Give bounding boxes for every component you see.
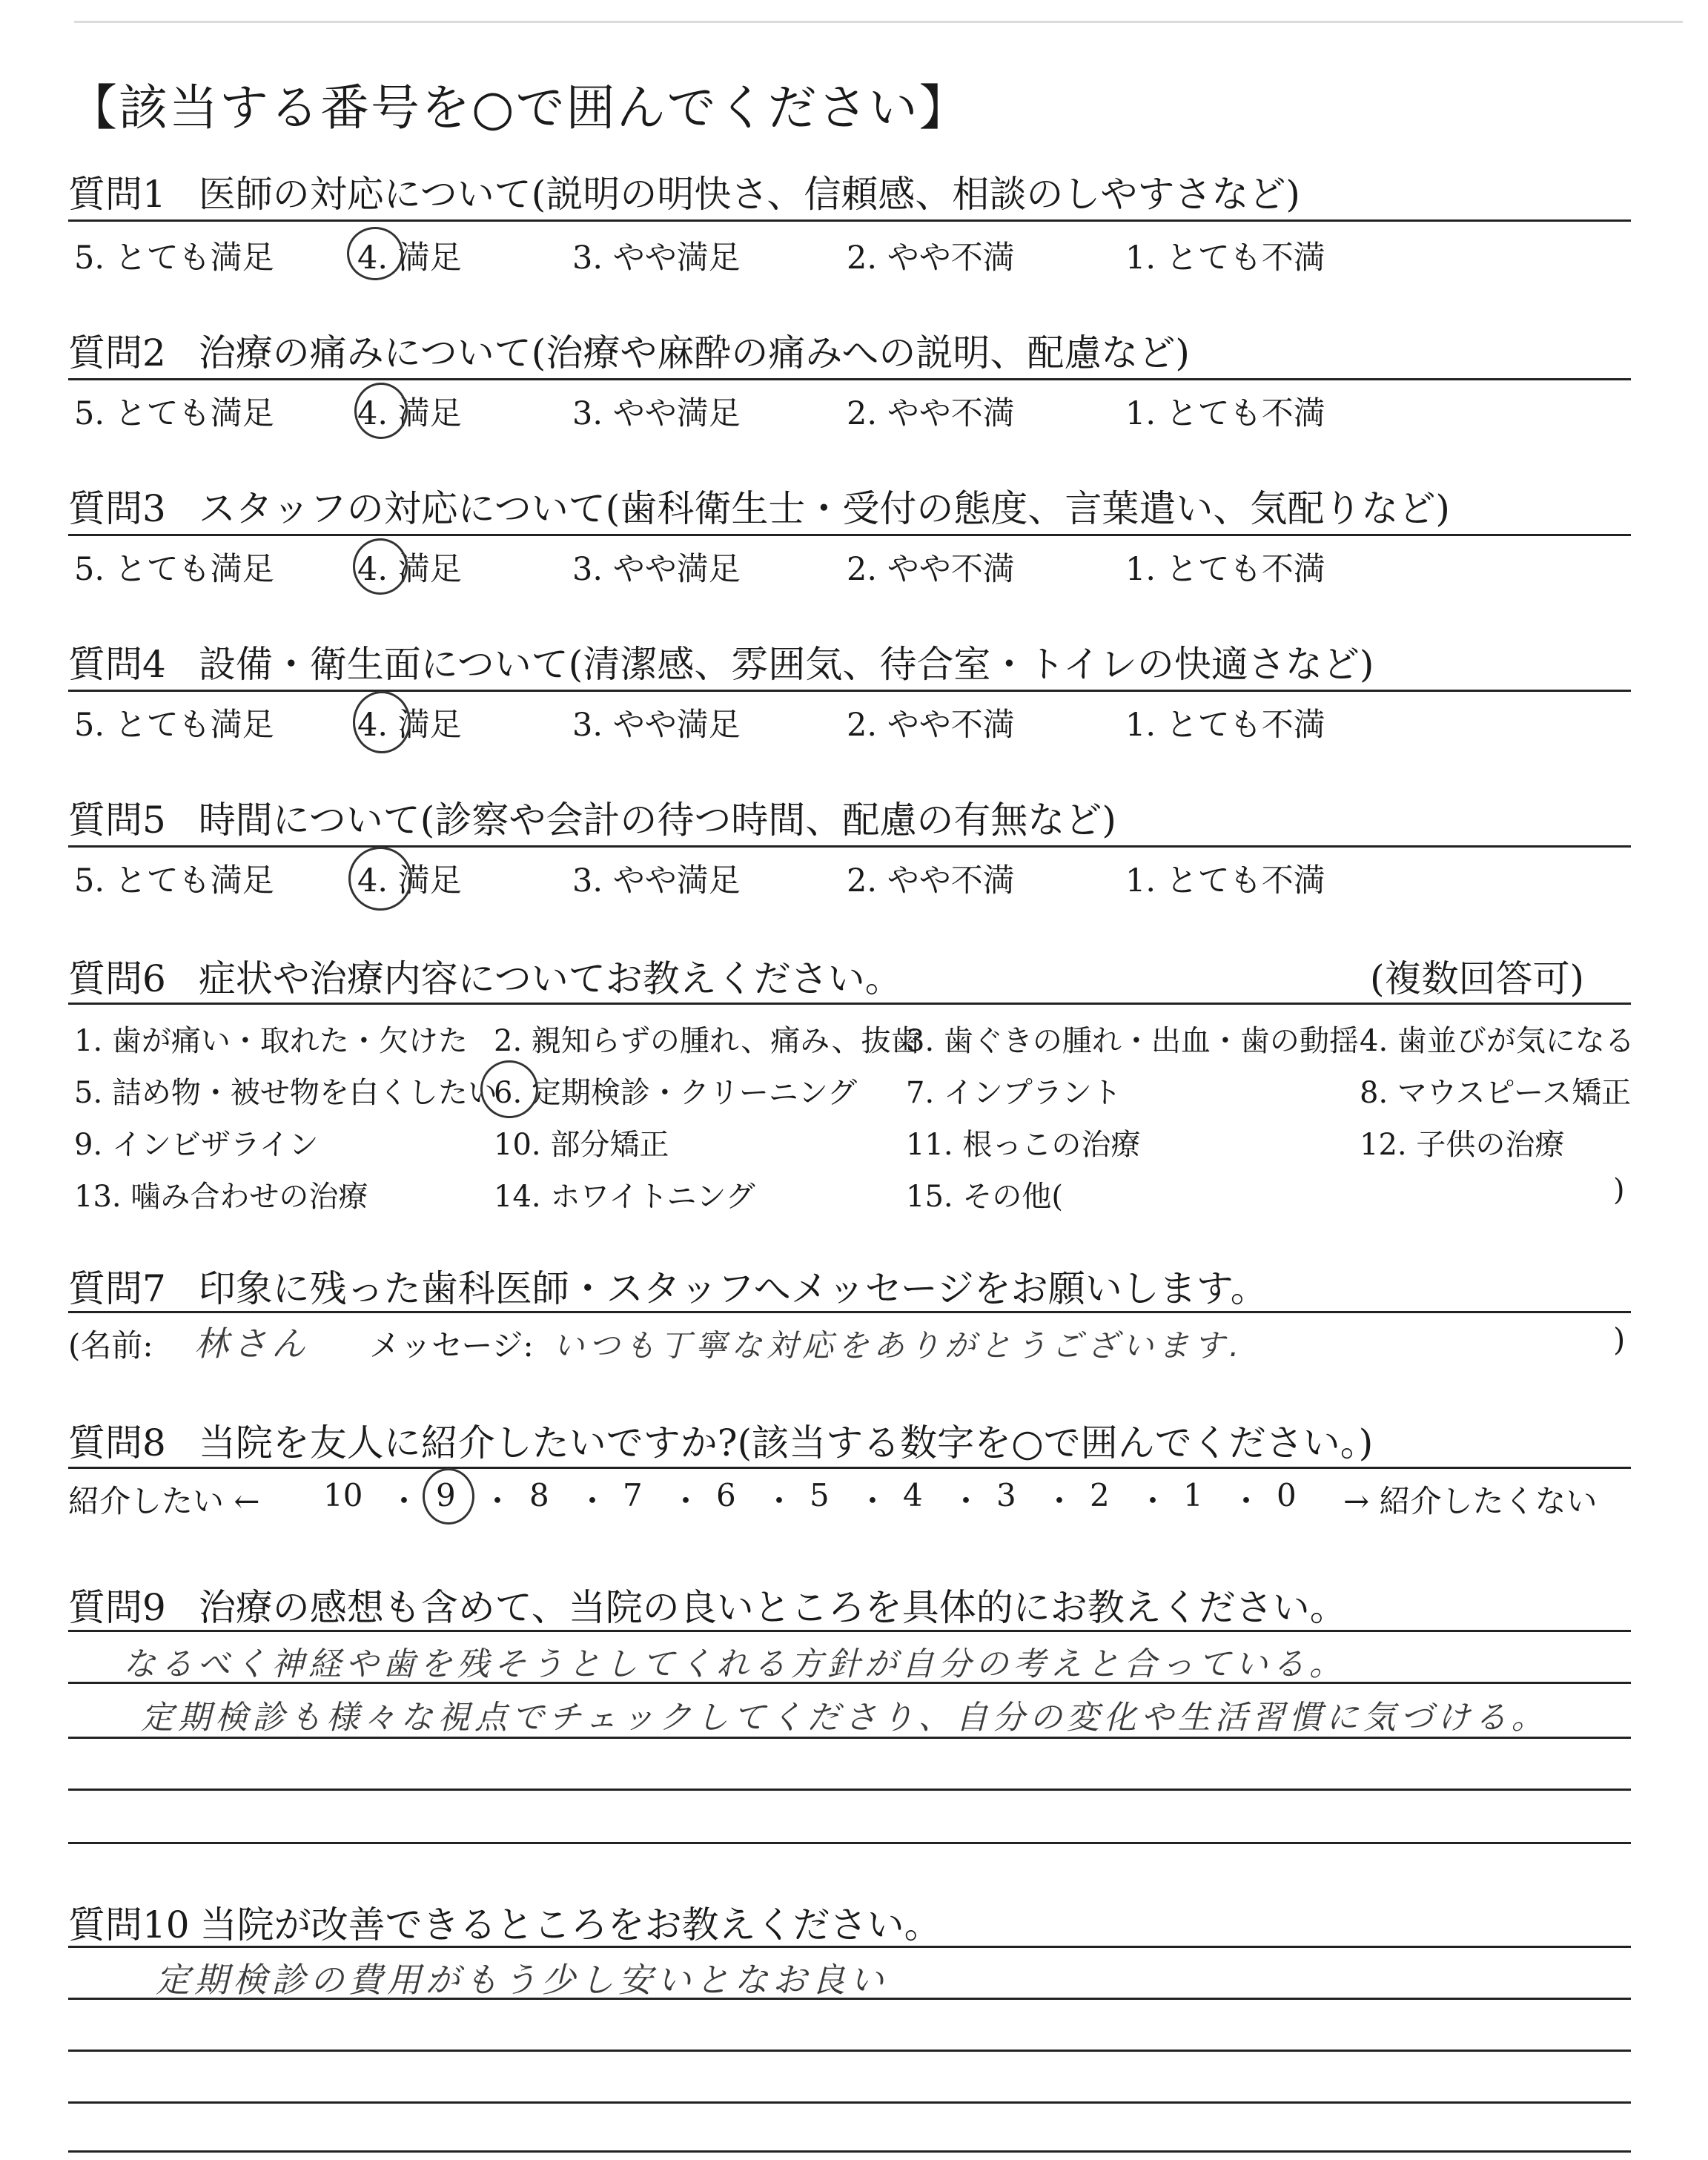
other-close-paren: ) bbox=[1613, 1173, 1625, 1207]
question-text: 時間について(診察や会計の待つ時間、配慮の有無など) bbox=[198, 799, 1116, 842]
rating-option-2[interactable]: 2. やや不満 bbox=[847, 862, 1015, 899]
question-number: 質問2 bbox=[68, 331, 166, 374]
scale-dot: ・ bbox=[950, 1483, 982, 1519]
scale-dot: ・ bbox=[1044, 1483, 1076, 1519]
question-number: 質問7 bbox=[68, 1267, 166, 1310]
scale-value-5[interactable]: 5 bbox=[810, 1477, 830, 1513]
scale-value-2[interactable]: 2 bbox=[1090, 1477, 1110, 1513]
symptom-option-5[interactable]: 5. 詰め物・被せ物を白くしたい bbox=[74, 1076, 497, 1110]
answer-line bbox=[68, 2150, 1631, 2153]
answer-line bbox=[68, 2101, 1631, 2104]
selection-circle bbox=[347, 227, 403, 280]
question-3 bbox=[68, 479, 1450, 532]
rating-option-2[interactable]: 2. やや不満 bbox=[847, 551, 1015, 588]
scale-value-8[interactable]: 8 bbox=[529, 1477, 549, 1513]
message-value[interactable]: いつも丁寧な対応をありがとうございます. bbox=[553, 1327, 1244, 1364]
symptom-option-3[interactable]: 3. 歯ぐきの腫れ・出血・歯の動揺 bbox=[906, 1024, 1359, 1058]
question-1 bbox=[68, 165, 1300, 218]
question-rule bbox=[68, 845, 1631, 848]
message-label: メッセージ: bbox=[369, 1327, 534, 1364]
symptom-option-6[interactable]: 6. 定期検診・クリーニング bbox=[494, 1076, 858, 1110]
symptom-option-14[interactable]: 14. ホワイトニング bbox=[494, 1180, 755, 1214]
scale-dot: ・ bbox=[764, 1483, 795, 1519]
name-value[interactable]: 林さん bbox=[194, 1324, 310, 1364]
question-rule bbox=[68, 534, 1631, 536]
question-text: 治療の感想も含めて、当院の良いところを具体的にお教えください。 bbox=[198, 1586, 1347, 1629]
symptom-option-15[interactable]: 15. その他( bbox=[906, 1180, 1063, 1214]
scale-dot: ・ bbox=[857, 1483, 889, 1519]
scale-value-9[interactable]: 9 bbox=[436, 1477, 456, 1513]
scale-value-7[interactable]: 7 bbox=[623, 1477, 643, 1513]
selection-circle bbox=[423, 1468, 474, 1525]
question-number: 質問9 bbox=[68, 1586, 166, 1629]
selection-circle bbox=[354, 383, 408, 439]
question-8 bbox=[68, 1413, 1373, 1467]
scale-value-6[interactable]: 6 bbox=[716, 1477, 736, 1513]
answer-line bbox=[68, 1842, 1631, 1844]
question-5 bbox=[68, 790, 1116, 844]
question-7 bbox=[68, 1259, 1268, 1312]
rating-option-2[interactable]: 2. やや不満 bbox=[847, 395, 1015, 432]
question-number: 質問3 bbox=[68, 487, 166, 530]
question-number: 質問6 bbox=[68, 957, 166, 1000]
question-rule bbox=[68, 378, 1631, 380]
answer-line bbox=[68, 1946, 1631, 1948]
rating-option-5[interactable]: 5. とても満足 bbox=[74, 707, 274, 744]
rating-option-4[interactable]: 4. 満足 bbox=[357, 551, 462, 588]
symptom-option-2[interactable]: 2. 親知らずの腫れ、痛み、抜歯 bbox=[494, 1024, 921, 1058]
scale-dot: ・ bbox=[1231, 1483, 1262, 1519]
rating-option-5[interactable]: 5. とても満足 bbox=[74, 395, 274, 432]
rating-option-1[interactable]: 1. とても不満 bbox=[1125, 707, 1325, 744]
name-label: (名前: bbox=[68, 1327, 153, 1364]
scale-dot: ・ bbox=[670, 1483, 702, 1519]
selection-circle bbox=[353, 691, 411, 753]
question-text: 印象に残った歯科医師・スタッフへメッセージをお願いします。 bbox=[198, 1267, 1268, 1310]
question-text: 医師の対応について(説明の明快さ、信頼感、相談のしやすさなど) bbox=[198, 173, 1300, 216]
question-number: 質問1 bbox=[68, 173, 166, 216]
scale-left-label: 紹介したい ← bbox=[68, 1483, 260, 1519]
scale-dot: ・ bbox=[388, 1483, 420, 1519]
symptom-option-7[interactable]: 7. インプラント bbox=[906, 1076, 1122, 1110]
multiple-answers-note: (複数回答可) bbox=[1370, 957, 1585, 1000]
rating-option-4[interactable]: 4. 満足 bbox=[357, 862, 462, 899]
question-number: 質問4 bbox=[68, 643, 166, 686]
question-text: 当院が改善できるところをお教えください。 bbox=[199, 1903, 941, 1946]
symptom-option-9[interactable]: 9. インビザライン bbox=[74, 1128, 319, 1162]
question-text: 当院を友人に紹介したいですか?(該当する数字を○で囲んでください。) bbox=[198, 1421, 1374, 1464]
scale-value-3[interactable]: 3 bbox=[996, 1477, 1016, 1513]
question-number: 質問8 bbox=[68, 1421, 166, 1464]
message-close-paren: ) bbox=[1613, 1321, 1626, 1358]
page-top-edge bbox=[74, 21, 1683, 23]
rating-option-1[interactable]: 1. とても不満 bbox=[1125, 240, 1325, 277]
scale-dot: ・ bbox=[1137, 1483, 1169, 1519]
answer-line bbox=[68, 1998, 1631, 2000]
scale-value-1[interactable]: 1 bbox=[1183, 1477, 1203, 1513]
rating-option-4[interactable]: 4. 満足 bbox=[357, 707, 462, 744]
recommend-scale bbox=[68, 1477, 1631, 1522]
question-text: スタッフの対応について(歯科衛生士・受付の態度、言葉遣い、気配りなど) bbox=[198, 487, 1450, 530]
question-rule bbox=[68, 219, 1631, 222]
symptom-option-11[interactable]: 11. 根っこの治療 bbox=[906, 1128, 1141, 1162]
scale-value-4[interactable]: 4 bbox=[903, 1477, 923, 1513]
rating-option-3[interactable]: 3. やや満足 bbox=[572, 551, 741, 588]
answer-line bbox=[68, 2050, 1631, 2052]
symptom-option-1[interactable]: 1. 歯が痛い・取れた・欠けた bbox=[74, 1024, 468, 1058]
question-9 bbox=[68, 1578, 1347, 1631]
rating-option-3[interactable]: 3. やや満足 bbox=[572, 395, 741, 432]
scale-dot: ・ bbox=[577, 1483, 609, 1519]
handwritten-answer[interactable]: 定期検診も様々な視点でチェックしてくださり、自分の変化や生活習慣に気づける。 bbox=[141, 1699, 1549, 1737]
scale-right-label: → 紹介したくない bbox=[1343, 1483, 1598, 1519]
rating-option-3[interactable]: 3. やや満足 bbox=[572, 862, 741, 899]
rating-option-4[interactable]: 4. 満足 bbox=[357, 395, 462, 432]
question-2 bbox=[68, 323, 1190, 377]
question-text: 治療の痛みについて(治療や麻酔の痛みへの説明、配慮など) bbox=[198, 331, 1190, 374]
scale-value-0[interactable]: 0 bbox=[1277, 1477, 1297, 1513]
question-rule bbox=[68, 1467, 1631, 1469]
handwritten-answer[interactable]: 定期検診の費用がもう少し安いとなお良い bbox=[156, 1960, 888, 2000]
rating-option-3[interactable]: 3. やや満足 bbox=[572, 707, 741, 744]
rating-option-2[interactable]: 2. やや不満 bbox=[847, 707, 1015, 744]
question-text: 症状や治療内容についてお教えください。 bbox=[198, 957, 902, 1000]
question-rule bbox=[68, 690, 1631, 692]
rating-option-5[interactable]: 5. とても満足 bbox=[74, 240, 274, 277]
answer-line bbox=[68, 1789, 1631, 1791]
symptom-option-10[interactable]: 10. 部分矯正 bbox=[494, 1128, 669, 1162]
question-4 bbox=[68, 635, 1374, 688]
question-number: 質問10 bbox=[68, 1903, 190, 1946]
symptom-option-12[interactable]: 12. 子供の治療 bbox=[1360, 1128, 1565, 1162]
rating-option-4[interactable]: 4. 満足 bbox=[357, 240, 462, 277]
answer-line bbox=[68, 1737, 1631, 1739]
page-title: 【該当する番号を○で囲んでください】 bbox=[68, 79, 970, 136]
handwritten-answer[interactable]: なるべく神経や歯を残そうとしてくれる方針が自分の考えと合っている。 bbox=[123, 1645, 1346, 1683]
selection-circle bbox=[480, 1060, 538, 1118]
symptom-option-8[interactable]: 8. マウスピース矯正 bbox=[1360, 1076, 1632, 1110]
question-10 bbox=[68, 1895, 941, 1949]
rating-option-5[interactable]: 5. とても満足 bbox=[74, 551, 274, 588]
selection-circle bbox=[348, 847, 412, 911]
symptom-option-4[interactable]: 4. 歯並びが気になる bbox=[1360, 1024, 1635, 1058]
scale-dot: ・ bbox=[482, 1483, 514, 1519]
question-6 bbox=[68, 949, 902, 1003]
rating-option-3[interactable]: 3. やや満足 bbox=[572, 240, 741, 277]
question-text: 設備・衛生面について(清潔感、雰囲気、待合室・トイレの快適さなど) bbox=[198, 643, 1374, 686]
rating-option-1[interactable]: 1. とても不満 bbox=[1125, 395, 1325, 432]
rating-option-1[interactable]: 1. とても不満 bbox=[1125, 862, 1325, 899]
rating-option-2[interactable]: 2. やや不満 bbox=[847, 240, 1015, 277]
question-number: 質問5 bbox=[68, 799, 166, 842]
answer-line bbox=[68, 1630, 1631, 1632]
answer-line bbox=[68, 1682, 1631, 1684]
question-rule bbox=[68, 1003, 1631, 1005]
rating-option-5[interactable]: 5. とても満足 bbox=[74, 862, 274, 899]
selection-circle bbox=[353, 538, 408, 595]
rating-option-1[interactable]: 1. とても不満 bbox=[1125, 551, 1325, 588]
scale-value-10[interactable]: 10 bbox=[323, 1477, 363, 1513]
symptom-option-13[interactable]: 13. 噛み合わせの治療 bbox=[74, 1180, 368, 1214]
question-rule bbox=[68, 1311, 1631, 1313]
